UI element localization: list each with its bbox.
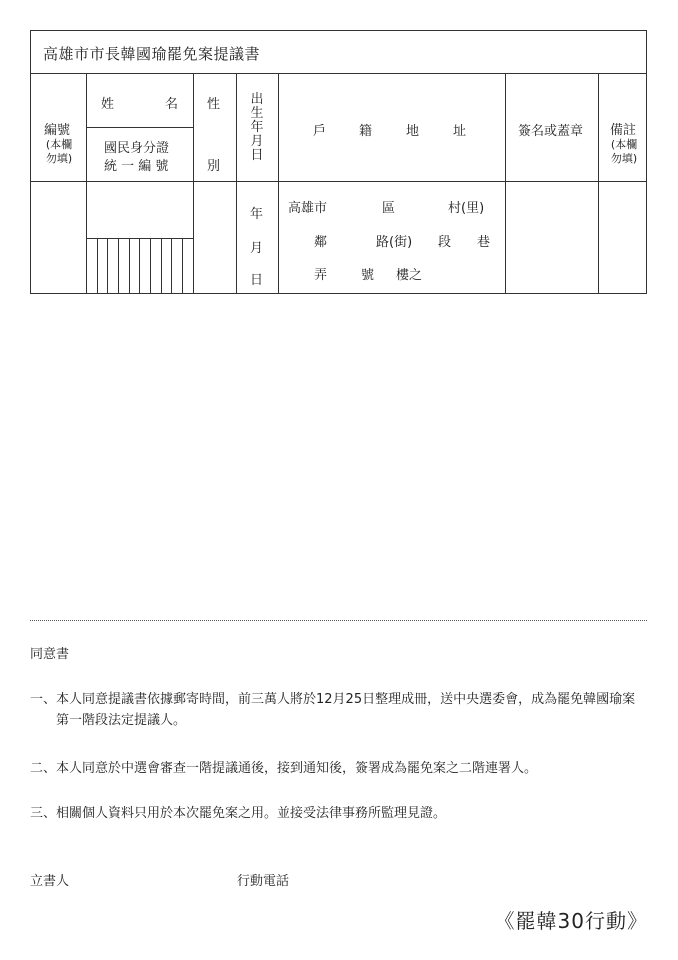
- title-divider: [31, 73, 646, 74]
- signer-label: 立書人: [30, 874, 70, 889]
- id-box-line: [139, 238, 140, 293]
- addr-floor: 樓之: [396, 268, 423, 283]
- remarks-note-2: 勿填): [610, 152, 638, 165]
- consent-item-2: 二、本人同意於中選會審查一階提議通後，接到通知後，簽署成為罷免案之二階連署人。: [30, 761, 538, 776]
- col-divider-2: [193, 73, 194, 293]
- birth-day: 日: [250, 273, 264, 288]
- col-divider-6: [598, 73, 599, 293]
- form-title: 高雄市市長韓國瑜罷免案提議書: [43, 45, 261, 63]
- phone-label: 行動電話: [237, 874, 290, 889]
- addr-lane: 巷: [477, 235, 491, 250]
- name-id-divider: [86, 127, 193, 128]
- id-label-line1: 國民身分證: [104, 141, 170, 156]
- header-divider: [31, 181, 646, 182]
- birth-label-2: 生: [250, 106, 264, 121]
- id-box-line: [171, 238, 172, 293]
- addr-road: 路(街): [376, 235, 413, 250]
- addr-neighbor: 鄰: [314, 235, 328, 250]
- col-divider-1: [86, 73, 87, 293]
- id-box-line: [107, 238, 108, 293]
- address-label-d: 址: [453, 124, 467, 139]
- birth-label-1: 出: [250, 92, 264, 107]
- addr-section: 段: [438, 235, 452, 250]
- id-box-line: [150, 238, 151, 293]
- col-divider-4: [278, 73, 279, 293]
- id-box-line: [129, 238, 130, 293]
- addr-village: 村(里): [448, 201, 485, 216]
- id-box-line: [182, 238, 183, 293]
- addr-city: 高雄市: [288, 201, 328, 216]
- sex-label-a: 性: [207, 97, 221, 112]
- addr-number: 號: [361, 268, 375, 283]
- sex-label-b: 別: [207, 159, 221, 174]
- petition-form-table: [30, 30, 647, 294]
- number-note-2: 勿填): [45, 152, 73, 165]
- birth-year: 年: [250, 207, 264, 222]
- addr-district: 區: [382, 201, 396, 216]
- col-divider-3: [236, 73, 237, 293]
- consent-heading: 同意書: [30, 647, 70, 662]
- birth-month: 月: [250, 241, 264, 256]
- id-box-line: [118, 238, 119, 293]
- birth-label-4: 月: [250, 134, 264, 149]
- campaign-brand: 《罷韓30行動》: [494, 909, 648, 933]
- address-label-a: 戶: [313, 124, 327, 139]
- remarks-label: 備註: [610, 123, 637, 138]
- address-label-b: 籍: [359, 124, 373, 139]
- signature-label: 簽名或蓋章: [518, 124, 584, 139]
- name-label-b: 名: [165, 97, 179, 112]
- id-box-line: [97, 238, 98, 293]
- id-label-line2: 統 一 編 號: [104, 159, 169, 174]
- address-label-c: 地: [406, 124, 420, 139]
- id-box-line: [161, 238, 162, 293]
- number-label: 編號: [44, 123, 71, 138]
- birth-label-3: 年: [250, 120, 264, 135]
- consent-item-1-cont: 第一階段法定提議人。: [56, 713, 187, 728]
- col-divider-5: [505, 73, 506, 293]
- cut-line: [30, 620, 647, 621]
- name-label-a: 姓: [101, 97, 115, 112]
- consent-item-3: 三、相關個人資料只用於本次罷免案之用。並接受法律事務所監理見證。: [30, 806, 447, 821]
- number-note-1: (本欄: [45, 138, 73, 151]
- consent-item-1: 一、本人同意提議書依據郵寄時間，前三萬人將於12月25日整理成冊，送中央選委會，成為罷免韓國瑜案: [30, 692, 636, 707]
- addr-alley: 弄: [314, 268, 328, 283]
- birth-label-5: 日: [250, 148, 264, 163]
- remarks-note-1: (本欄: [610, 138, 638, 151]
